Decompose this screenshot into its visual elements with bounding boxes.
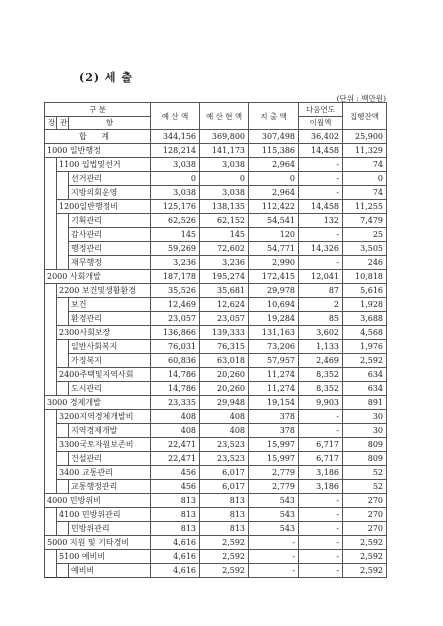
indent-cell	[45, 186, 57, 200]
indent-cell	[45, 340, 57, 354]
header-expenditure: 지 출 액	[249, 103, 299, 130]
table-row	[45, 340, 387, 354]
cell-current-budget: 141,173	[200, 144, 249, 158]
indent-cell	[57, 452, 69, 466]
cell-expenditure: 2,779	[249, 466, 299, 480]
cell-expenditure: 543	[249, 494, 299, 508]
indent-cell	[57, 424, 69, 438]
cell-budget: 145	[151, 228, 200, 242]
cell-carryover: -	[299, 494, 343, 508]
cell-current-budget: 23,057	[200, 312, 249, 326]
row-label: 지역경제개발	[69, 424, 151, 438]
cell-expenditure: 73,206	[249, 340, 299, 354]
cell-budget: 35,526	[151, 284, 200, 298]
indent-cell	[45, 284, 57, 298]
cell-budget: 187,178	[151, 270, 200, 284]
cell-current-budget: 2,592	[200, 550, 249, 564]
cell-budget: 456	[151, 480, 200, 494]
cell-balance: 11,329	[343, 144, 387, 158]
cell-balance: 74	[343, 158, 387, 172]
header-gubun: 구 분	[45, 103, 151, 117]
cell-balance: 2,592	[343, 564, 387, 578]
indent-cell	[45, 158, 57, 172]
indent-cell	[57, 564, 69, 578]
cell-current-budget: 369,800	[200, 130, 249, 144]
cell-current-budget: 12,624	[200, 298, 249, 312]
row-label: 기획관리	[69, 214, 151, 228]
cell-expenditure: -	[249, 536, 299, 550]
indent-cell	[45, 382, 57, 396]
cell-budget: 76,031	[151, 340, 200, 354]
cell-budget: 408	[151, 410, 200, 424]
indent-cell	[45, 354, 57, 368]
cell-budget: 344,156	[151, 130, 200, 144]
row-label: 1100 입법및선거	[57, 158, 151, 172]
cell-budget: 12,469	[151, 298, 200, 312]
cell-carryover: 3,186	[299, 466, 343, 480]
cell-budget: 4,616	[151, 536, 200, 550]
table-row	[45, 410, 387, 424]
cell-balance: 270	[343, 522, 387, 536]
cell-expenditure: 19,154	[249, 396, 299, 410]
cell-balance: 2,592	[343, 354, 387, 368]
cell-current-budget: 408	[200, 410, 249, 424]
row-label: 행정관리	[69, 242, 151, 256]
cell-balance: 11,255	[343, 200, 387, 214]
row-label: 가정복지	[69, 354, 151, 368]
cell-budget: 62,526	[151, 214, 200, 228]
cell-expenditure: 19,284	[249, 312, 299, 326]
cell-balance: 10,818	[343, 270, 387, 284]
row-label: 3400 교통관리	[57, 466, 151, 480]
cell-budget: 22,471	[151, 452, 200, 466]
cell-carryover: -	[299, 186, 343, 200]
cell-current-budget: 138,135	[200, 200, 249, 214]
header-current-budget: 예 산 현 액	[200, 103, 249, 130]
cell-carryover: 6,717	[299, 452, 343, 466]
indent-cell	[57, 298, 69, 312]
cell-current-budget: 23,523	[200, 452, 249, 466]
table-row	[45, 382, 387, 396]
cell-expenditure: 378	[249, 424, 299, 438]
unit-label: (단위 : 백만원)	[336, 94, 386, 103]
row-label: 5100 예비비	[57, 550, 151, 564]
cell-current-budget: 6,017	[200, 480, 249, 494]
row-label: 3300국토자원보존비	[57, 438, 151, 452]
cell-carryover: 14,458	[299, 200, 343, 214]
indent-cell	[57, 312, 69, 326]
table-row	[45, 494, 387, 508]
cell-carryover: -	[299, 158, 343, 172]
cell-current-budget: 63,018	[200, 354, 249, 368]
cell-carryover: 132	[299, 214, 343, 228]
cell-budget: 813	[151, 494, 200, 508]
cell-balance: 1,928	[343, 298, 387, 312]
cell-expenditure: 2,964	[249, 186, 299, 200]
cell-balance: 25,900	[343, 130, 387, 144]
cell-current-budget: 35,681	[200, 284, 249, 298]
row-label: 감사관리	[69, 228, 151, 242]
indent-cell	[57, 186, 69, 200]
cell-expenditure: 54,771	[249, 242, 299, 256]
indent-cell	[57, 228, 69, 242]
cell-budget: 4,616	[151, 550, 200, 564]
row-label: 2000 사회개발	[45, 270, 151, 284]
cell-balance: 809	[343, 452, 387, 466]
row-label: 도시관리	[69, 382, 151, 396]
header-balance: 집행잔액	[343, 103, 387, 130]
cell-expenditure: 172,415	[249, 270, 299, 284]
cell-budget: 14,786	[151, 368, 200, 382]
cell-carryover: 3,186	[299, 480, 343, 494]
section-title: (2) 세 출	[79, 71, 133, 84]
row-label: 4100 민방위관리	[57, 508, 151, 522]
table-row	[45, 186, 387, 200]
cell-current-budget: 62,152	[200, 214, 249, 228]
row-label: 1000 일반행정	[45, 144, 151, 158]
row-label: 3000 경제개발	[45, 396, 151, 410]
header-carryover-1: 다음연도	[299, 103, 343, 117]
cell-carryover: 85	[299, 312, 343, 326]
table-body	[45, 130, 387, 578]
cell-budget: 22,471	[151, 438, 200, 452]
cell-current-budget: 139,333	[200, 326, 249, 340]
table-row	[45, 214, 387, 228]
indent-cell	[45, 480, 57, 494]
cell-current-budget: 2,592	[200, 564, 249, 578]
table-row	[45, 228, 387, 242]
table-row	[45, 298, 387, 312]
table-row	[45, 200, 387, 214]
indent-cell	[45, 228, 57, 242]
table-row	[45, 172, 387, 186]
indent-cell	[45, 466, 57, 480]
indent-cell	[45, 256, 57, 270]
cell-carryover: 3,602	[299, 326, 343, 340]
row-label: 교통행정관리	[69, 480, 151, 494]
indent-cell	[45, 410, 57, 424]
cell-balance: 0	[343, 172, 387, 186]
cell-budget: 23,335	[151, 396, 200, 410]
cell-expenditure: -	[249, 550, 299, 564]
cell-carryover: 1,133	[299, 340, 343, 354]
indent-cell	[45, 326, 57, 340]
cell-current-budget: 6,017	[200, 466, 249, 480]
cell-expenditure: 115,386	[249, 144, 299, 158]
expenditure-table	[44, 102, 387, 578]
row-label: 일반사회복지	[69, 340, 151, 354]
cell-current-budget: 76,315	[200, 340, 249, 354]
cell-current-budget: 23,523	[200, 438, 249, 452]
row-label: 2200 보건및생활환경	[57, 284, 151, 298]
indent-cell	[57, 172, 69, 186]
cell-balance: 1,976	[343, 340, 387, 354]
table-row	[45, 480, 387, 494]
cell-expenditure: 11,274	[249, 368, 299, 382]
header-carryover-2: 이월액	[299, 117, 343, 130]
cell-carryover: 14,458	[299, 144, 343, 158]
indent-cell	[57, 256, 69, 270]
cell-carryover: -	[299, 228, 343, 242]
cell-carryover: 9,903	[299, 396, 343, 410]
cell-budget: 60,836	[151, 354, 200, 368]
cell-current-budget: 3,038	[200, 186, 249, 200]
cell-carryover: 2	[299, 298, 343, 312]
cell-budget: 23,057	[151, 312, 200, 326]
cell-carryover: 14,326	[299, 242, 343, 256]
table-row	[45, 158, 387, 172]
cell-budget: 813	[151, 522, 200, 536]
cell-balance: 3,688	[343, 312, 387, 326]
row-label: 3200지역경제개발비	[57, 410, 151, 424]
cell-expenditure: 29,978	[249, 284, 299, 298]
row-label: 2400주택및지역사회	[57, 368, 151, 382]
cell-balance: 634	[343, 382, 387, 396]
row-label: 환경관리	[69, 312, 151, 326]
cell-budget: 456	[151, 466, 200, 480]
cell-expenditure: 2,990	[249, 256, 299, 270]
cell-balance: 7,479	[343, 214, 387, 228]
header-hang: 항	[69, 117, 151, 130]
cell-budget: 59,269	[151, 242, 200, 256]
table-row	[45, 242, 387, 256]
cell-current-budget: 195,274	[200, 270, 249, 284]
table-row	[45, 326, 387, 340]
indent-cell	[57, 382, 69, 396]
table-row	[45, 536, 387, 550]
cell-carryover: 8,352	[299, 368, 343, 382]
cell-carryover: 87	[299, 284, 343, 298]
cell-budget: 813	[151, 508, 200, 522]
cell-expenditure: 15,997	[249, 438, 299, 452]
cell-current-budget: 3,236	[200, 256, 249, 270]
cell-current-budget: 813	[200, 508, 249, 522]
indent-cell	[57, 242, 69, 256]
cell-current-budget: 813	[200, 522, 249, 536]
cell-balance: 4,568	[343, 326, 387, 340]
cell-budget: 0	[151, 172, 200, 186]
cell-balance: 74	[343, 186, 387, 200]
table-row	[45, 550, 387, 564]
cell-budget: 408	[151, 424, 200, 438]
cell-expenditure: 307,498	[249, 130, 299, 144]
cell-carryover: 2,469	[299, 354, 343, 368]
cell-current-budget: 20,260	[200, 382, 249, 396]
row-label: 재무행정	[69, 256, 151, 270]
cell-expenditure: 131,163	[249, 326, 299, 340]
cell-balance: 30	[343, 410, 387, 424]
row-label: 4000 민방위비	[45, 494, 151, 508]
indent-cell	[45, 564, 57, 578]
cell-balance: 25	[343, 228, 387, 242]
table-row	[45, 130, 387, 144]
cell-carryover: -	[299, 564, 343, 578]
cell-balance: 30	[343, 424, 387, 438]
indent-cell	[57, 480, 69, 494]
indent-cell	[45, 550, 57, 564]
indent-cell	[57, 340, 69, 354]
indent-cell	[45, 214, 57, 228]
cell-expenditure: 378	[249, 410, 299, 424]
cell-balance: 3,505	[343, 242, 387, 256]
header-jang: 장	[45, 117, 57, 130]
indent-cell	[45, 424, 57, 438]
row-label: 예비비	[69, 564, 151, 578]
indent-cell	[45, 438, 57, 452]
cell-current-budget: 2,592	[200, 536, 249, 550]
row-label: 1200일반행정비	[57, 200, 151, 214]
cell-current-budget: 72,602	[200, 242, 249, 256]
cell-carryover: -	[299, 410, 343, 424]
indent-cell	[45, 508, 57, 522]
cell-balance: 891	[343, 396, 387, 410]
table-row	[45, 508, 387, 522]
table-row	[45, 522, 387, 536]
cell-carryover: -	[299, 522, 343, 536]
indent-cell	[57, 354, 69, 368]
cell-current-budget: 3,038	[200, 158, 249, 172]
row-label: 건설관리	[69, 452, 151, 466]
indent-cell	[57, 214, 69, 228]
table-row	[45, 256, 387, 270]
cell-expenditure: 543	[249, 522, 299, 536]
cell-carryover: -	[299, 536, 343, 550]
cell-balance: 246	[343, 256, 387, 270]
cell-balance: 634	[343, 368, 387, 382]
row-label: 합 계	[45, 130, 151, 144]
table-row	[45, 284, 387, 298]
cell-current-budget: 408	[200, 424, 249, 438]
cell-expenditure: 2,964	[249, 158, 299, 172]
table-row	[45, 354, 387, 368]
cell-budget: 4,616	[151, 564, 200, 578]
row-label: 보건	[69, 298, 151, 312]
cell-budget: 3,038	[151, 158, 200, 172]
cell-current-budget: 20,260	[200, 368, 249, 382]
table-row	[45, 452, 387, 466]
cell-expenditure: 11,274	[249, 382, 299, 396]
cell-expenditure: 15,997	[249, 452, 299, 466]
cell-carryover: -	[299, 508, 343, 522]
cell-expenditure: 2,779	[249, 480, 299, 494]
cell-expenditure: 57,957	[249, 354, 299, 368]
table-row	[45, 144, 387, 158]
cell-budget: 128,214	[151, 144, 200, 158]
indent-cell	[45, 172, 57, 186]
table-row	[45, 438, 387, 452]
indent-cell	[45, 242, 57, 256]
table-row	[45, 466, 387, 480]
cell-expenditure: 54,541	[249, 214, 299, 228]
cell-carryover: -	[299, 424, 343, 438]
cell-budget: 136,866	[151, 326, 200, 340]
cell-carryover: 36,402	[299, 130, 343, 144]
cell-balance: 2,592	[343, 536, 387, 550]
row-label: 선거관리	[69, 172, 151, 186]
cell-expenditure: 0	[249, 172, 299, 186]
indent-cell	[45, 200, 57, 214]
cell-budget: 3,038	[151, 186, 200, 200]
cell-budget: 14,786	[151, 382, 200, 396]
cell-carryover: 12,041	[299, 270, 343, 284]
cell-balance: 5,616	[343, 284, 387, 298]
header-gwan: 관	[57, 117, 69, 130]
cell-expenditure: 112,422	[249, 200, 299, 214]
indent-cell	[45, 298, 57, 312]
table-row	[45, 312, 387, 326]
indent-cell	[45, 452, 57, 466]
indent-cell	[45, 522, 57, 536]
cell-carryover: -	[299, 550, 343, 564]
row-label: 2300사회보장	[57, 326, 151, 340]
cell-budget: 125,176	[151, 200, 200, 214]
table-row	[45, 368, 387, 382]
table-row	[45, 564, 387, 578]
cell-budget: 3,236	[151, 256, 200, 270]
cell-current-budget: 29,948	[200, 396, 249, 410]
cell-balance: 2,592	[343, 550, 387, 564]
cell-expenditure: 543	[249, 508, 299, 522]
table-row	[45, 270, 387, 284]
cell-expenditure: 10,694	[249, 298, 299, 312]
table-row	[45, 424, 387, 438]
cell-carryover: -	[299, 256, 343, 270]
cell-balance: 52	[343, 466, 387, 480]
cell-current-budget: 0	[200, 172, 249, 186]
row-label: 지방의회운영	[69, 186, 151, 200]
indent-cell	[45, 368, 57, 382]
row-label: 5000 지원 및 기타경비	[45, 536, 151, 550]
cell-carryover: 8,352	[299, 382, 343, 396]
cell-balance: 270	[343, 494, 387, 508]
cell-current-budget: 145	[200, 228, 249, 242]
cell-expenditure: 120	[249, 228, 299, 242]
cell-balance: 52	[343, 480, 387, 494]
cell-carryover: 6,717	[299, 438, 343, 452]
cell-expenditure: -	[249, 564, 299, 578]
cell-carryover: -	[299, 172, 343, 186]
cell-balance: 270	[343, 508, 387, 522]
header-row-1	[45, 103, 387, 117]
table-row	[45, 396, 387, 410]
cell-balance: 809	[343, 438, 387, 452]
row-label: 민방위관리	[69, 522, 151, 536]
cell-current-budget: 813	[200, 494, 249, 508]
indent-cell	[57, 522, 69, 536]
header-budget: 예 산 액	[151, 103, 200, 130]
indent-cell	[45, 312, 57, 326]
